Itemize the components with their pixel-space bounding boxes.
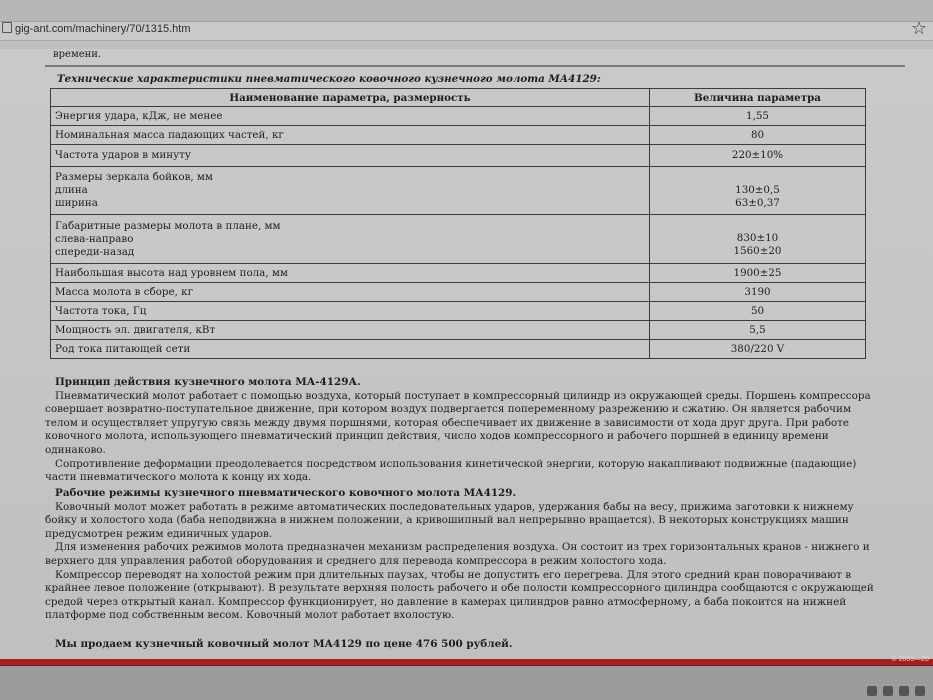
url-text: gig-ant.com/machinery/70/1315.htm <box>15 23 191 35</box>
copyright: © 2003—20 <box>891 656 929 663</box>
divider <box>45 65 905 67</box>
principle-heading: Принцип действия кузнечного молота МА-4129А. <box>55 376 361 388</box>
modes-paragraph-1: Ковочный молот может работать в режиме автоматических последовательных ударов, удержания бабы на весу, прижима заготовки к нижнему бойку и холостого хода (баба неподвижна в нижнем положении, а кривошипный вал непрерывно вращается). В некоторых конструкциях машин предусмотрен режим единичных ударов. <box>45 500 854 540</box>
param-name: Масса молота в сборе, кг <box>55 285 193 298</box>
table-row <box>51 283 866 302</box>
address-bar[interactable] <box>0 22 190 38</box>
param-name: длина <box>55 184 88 196</box>
param-name-cell <box>51 126 650 145</box>
screen-bottom <box>0 666 933 700</box>
previous-text: времени. <box>53 49 102 60</box>
param-name: слева-направо <box>55 232 134 245</box>
table-header-row <box>51 89 866 107</box>
header-parameter: Наименование параметра, размерность <box>51 89 650 107</box>
param-name: Род тока питающей сети <box>55 342 191 355</box>
specs-table <box>50 88 866 359</box>
modes-paragraph-2: Для изменения рабочих режимов молота предназначен механизм распределения воздуха. Он состоит из трех горизонтальных кранов - нижнего и верхнего для управления работой оборудования и среднего для перевода компрессора в режим холостого хода. <box>45 541 870 567</box>
system-tray <box>861 681 925 693</box>
param-value-cell <box>650 126 866 145</box>
lock-icon <box>2 22 12 33</box>
param-name: Наибольшая высота над уровнем пола, мм <box>55 266 288 279</box>
param-name-cell <box>51 264 650 283</box>
modes-paragraph-3: Компрессор переводят на холостой режим при длительных паузах, чтобы не допустить его перегрева. Для этого средний кран поворачивают в крайнее левое положение (открывают). В результате верхняя полость рабочего и обе полости компрессорного цилиндра сообщаются с окружающей средой через открытый канал. Компрессор функционирует, но давление в камерах цилиндров равно атмосферному, а баба покоится на нижней платформе под собственным весом. Ковочный молот работает вхолостую. <box>45 568 874 622</box>
param-value-cell <box>650 283 866 302</box>
param-value-cell <box>650 107 866 126</box>
table-row <box>51 340 866 359</box>
param-value: 830±10 <box>736 232 779 244</box>
price-section <box>45 638 875 652</box>
param-name: спереди-назад <box>55 245 135 258</box>
principle-paragraph-1: Пневматический молот работает с помощью воздуха, который поступает в компрессорный цилиндр из окружающей среды. Поршень компрессора совершает возвратно-поступательное движение, при котором воздух подвергается попеременному разрежению и сжатию. Он является рабочим телом и осуществляет упругую связь между двумя поршнями, которая обеспечивает их движение в зависимости от хода друг друга. При работе ковочного молота, использующего пневматический принцип действия, число ходов компрессорного и рабочего поршней в единицу времени одинаково. <box>45 389 871 456</box>
param-value: 1560±20 <box>733 245 782 257</box>
param-value-cell <box>650 145 866 167</box>
param-value: 3190 <box>744 285 771 298</box>
param-name: Частота тока, Гц <box>55 304 147 317</box>
param-value-cell <box>650 264 866 283</box>
tray-icon[interactable] <box>899 686 909 696</box>
param-name-cell <box>51 107 650 126</box>
principle-paragraph-2: Сопротивление деформации преодолевается посредством использования кинетической энергии, которую накапливают подвижные (падающие) части пневматического молота к концу их хода. <box>45 457 857 484</box>
table-caption: Технические характеристики пневматического ковочного кузнечного молота МА4129: <box>57 73 601 85</box>
param-name-cell <box>51 215 650 264</box>
param-name-cell <box>51 302 650 321</box>
param-name-cell <box>51 145 650 167</box>
param-name-cell <box>51 283 650 302</box>
param-name: Габаритные размеры молота в плане, мм <box>55 219 281 232</box>
param-value: 1900±25 <box>733 266 782 279</box>
param-name: Мощность эл. двигателя, кВт <box>55 323 216 336</box>
table-row <box>51 302 866 321</box>
param-value: 220±10% <box>731 149 784 161</box>
param-value: 63±0,37 <box>735 196 780 209</box>
modes-heading: Рабочие режимы кузнечного пневматического ковочного молота МА4129. <box>55 487 517 499</box>
param-value: 50 <box>750 304 765 317</box>
param-value-cell <box>650 321 866 340</box>
param-value: 1,55 <box>746 109 769 122</box>
principle-section <box>45 376 875 485</box>
header-value: Величина параметра <box>650 89 866 107</box>
page-top-edge <box>0 40 933 49</box>
modes-section <box>45 487 875 623</box>
param-value-cell <box>650 167 866 215</box>
browser-tab-bar <box>0 0 933 22</box>
param-name: Частота ударов в минуту <box>55 149 191 161</box>
param-value: 130±0,5 <box>735 183 780 196</box>
param-value-cell <box>650 215 866 264</box>
param-name-cell <box>51 340 650 359</box>
param-value-cell <box>650 302 866 321</box>
param-name: Номинальная масса падающих частей, кг <box>55 128 284 141</box>
price-text: Мы продаем кузнечный ковочный молот МА4129 по цене 476 500 рублей. <box>55 638 513 650</box>
tray-icon[interactable] <box>915 686 925 696</box>
tray-icon[interactable] <box>867 686 877 696</box>
param-value-cell <box>650 340 866 359</box>
param-name: Энергия удара, кДж, не менее <box>55 109 223 122</box>
param-value: 80 <box>750 128 765 141</box>
table-row <box>51 107 866 126</box>
table-row <box>51 264 866 283</box>
tray-icon[interactable] <box>883 686 893 696</box>
param-name-cell <box>51 321 650 340</box>
table-row <box>51 321 866 340</box>
param-name-cell <box>51 167 650 215</box>
param-name: ширина <box>55 197 98 209</box>
table-row <box>51 215 866 264</box>
param-value: 5,5 <box>749 323 766 336</box>
param-name: Размеры зеркала бойков, мм <box>55 171 213 183</box>
table-row <box>51 145 866 167</box>
star-icon[interactable]: ☆ <box>910 18 927 39</box>
table-row <box>51 126 866 145</box>
param-value: 380/220 V <box>730 342 785 355</box>
table-row <box>51 167 866 215</box>
